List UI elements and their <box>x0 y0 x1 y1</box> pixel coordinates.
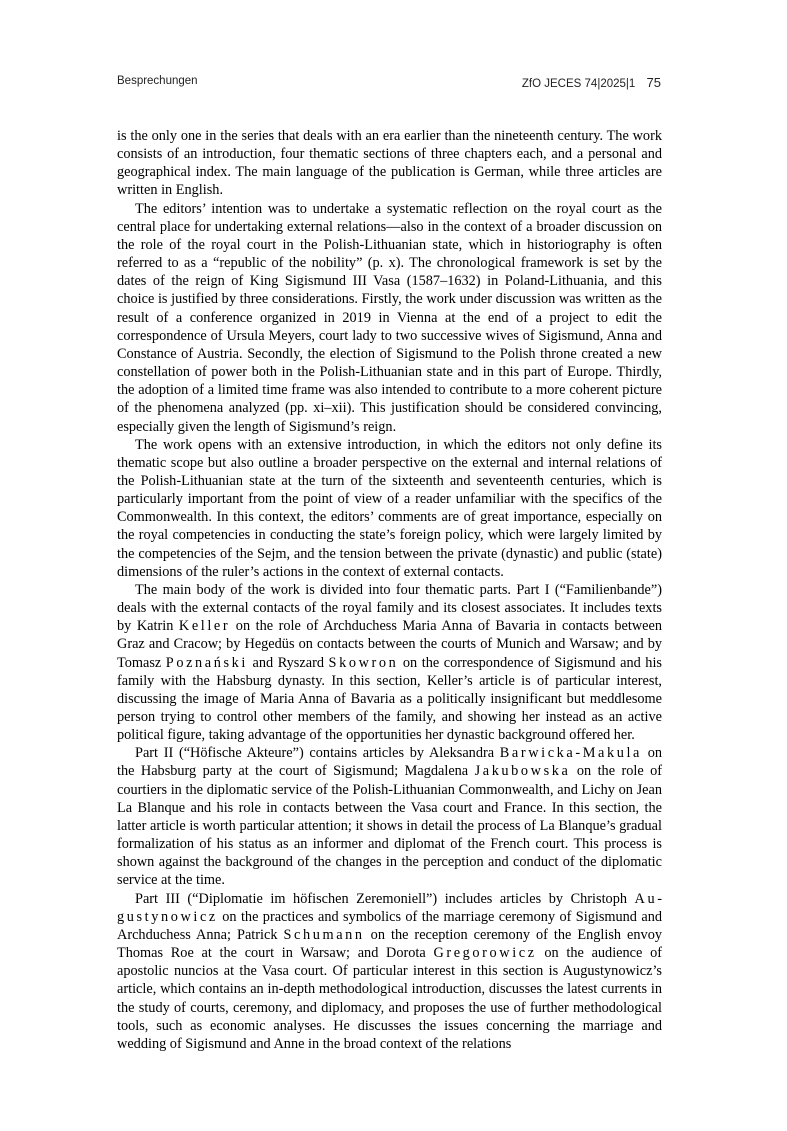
author-name: Keller <box>178 618 231 635</box>
text-run: on the audience of apostolic nuncios at the Vasa court. Of particular interest in this section is Augustynowicz’s article, which contains an in-depth methodological introduction, discusses the latest currents in the study of courts, ceremony, and diplomacy, and proposes the use of further methodological tools, such as economic analyses. He discusses the issues concerning the marriage and wedding of Sigismund and Anne in the broad context of the relations <box>117 945 662 1052</box>
journal-name: ZfO JECES <box>521 78 582 90</box>
text-run: The editors’ intention was to undertake a systematic reflection on the royal court as the central place for undertaking external relations—also in the context of a broader discussion on the role of the royal court in the Polish-Lithuanian state, which in historiography is often referred to as a “republic of the nobility” (p. x). The chronological framework is set by the dates of the reign of King Sigismund III Vasa (1587–1632) in Poland-Lithuania, and this choice is justified by three considerations. Firstly, the work under discussion was written as the result of a conference organized in 2019 in Vienna at the end of a project to edit the correspondence of Ursula Meyers, court lady to two successive wives of Sigismund, Anna and Constance of Austria. Secondly, the election of Sigismund to the Polish throne created a new constellation of power both in the Polish-Lithuanian state and in this part of Europe. Thirdly, the adoption of a limited time frame was also intended to contribute to a more coherent picture of the phenomena analyzed (pp. xi–xii). This justification should be considered convincing, especially given the length of Sigismund’s reign. <box>117 200 662 435</box>
text-run: on the reception ceremony of the English envoy Thomas Roe at the court in Warsaw; and Dorota <box>117 926 662 962</box>
paragraph <box>117 127 662 200</box>
review-body <box>117 127 662 1053</box>
text-run: The work opens with an extensive introduction, in which the editors not only define its thematic scope but also outline a broader perspective on the external and internal relations of the Polish-Lithuanian state at the turn of the sixteenth and seventeenth centuries, which is particularly important from the point of view of a reader unfamiliar with the specifics of the Commonwealth. In this context, the editors’ comments are of great importance, especially on the royal competencies in conducting the state’s foreign policy, which were largely limited by the competencies of the Sejm, and the tension between the private (dynastic) and public (state) dimensions of the ruler’s actions in the context of external contacts. <box>117 436 662 580</box>
paragraph <box>117 436 662 581</box>
separator: | <box>597 78 601 90</box>
journal-info <box>522 75 661 90</box>
paragraph <box>117 744 662 889</box>
text-run: and Ryszard <box>247 654 329 671</box>
author-name: Augustynowicz <box>117 890 662 925</box>
running-header <box>117 75 661 91</box>
volume-number: 74 <box>584 78 598 90</box>
year: 2025 <box>600 78 626 90</box>
author-name: Gregorowicz <box>433 945 537 962</box>
author-name: Barwicka-Makula <box>499 745 642 762</box>
text-run: on the role of courtiers in the diplomatic service of the Polish-Lithuanian Commonwealth, and Lichy on Jean La Blanque and his role in contacts between the Vasa court and France. In this section, the latter article is worth particular attention; it shows in detail the process of La Blanque’s gradual formalization of his status as an informer and diplomat of the French court. This process is shown against the background of the changes in the perception and conduct of the diplomatic service at the time. <box>117 763 662 889</box>
text-run: on the role of Archduchess Maria Anna of Bavaria in contacts between Graz and Cracow; by Hegedüs on contacts between the courts of Munich and Warsaw; and by Tomasz <box>117 618 662 671</box>
text-run: on the correspondence of Sigismund and his family with the Habsburg dynasty. In this section, Keller’s article is of particular interest, discussing the image of Maria Anna of Bavaria as a politically insignificant but meddlesome person trying to control other members of the family, and showing her instead as an active political figure, taking advantage of the opportunities her dynastic background offered her. <box>117 654 662 744</box>
paragraph <box>117 890 662 1053</box>
issue-number: 1 <box>628 78 636 90</box>
text-run: Part III (“Diplomatie im höfischen Zeremoniell”) includes articles by Christoph <box>135 890 635 907</box>
text-run: on the practices and symbolics of the marriage ceremony of Sigismund and Archduchess Anna; Patrick <box>117 908 662 943</box>
page-number: 75 <box>646 75 661 90</box>
author-name: Poznański <box>165 654 248 671</box>
text-run: Part II (“Höfische Akteure”) contains articles by Aleksandra <box>135 745 500 762</box>
section-title: Besprechungen <box>117 75 198 87</box>
text-run: is the only one in the series that deals with an era earlier than the nineteenth century. The work consists of an introduction, four thematic sections of three chapters each, and a personal and geographical index. The main language of the publication is German, while three articles are written in English. <box>117 128 662 199</box>
separator: | <box>625 78 629 90</box>
text-run: on the Habsburg party at the court of Sigismund; Magdalena <box>117 745 662 780</box>
author-name: Schumann <box>283 926 365 943</box>
author-name: Skowron <box>328 654 399 671</box>
paragraph <box>117 200 662 436</box>
paragraph <box>117 581 662 744</box>
author-name: Jakubowska <box>474 763 571 780</box>
text-run: The main body of the work is divided into four thematic parts. Part I (“Familienbande”) deals with the external contacts of the royal family and its closest associates. It includes texts by Katrin <box>117 581 662 635</box>
